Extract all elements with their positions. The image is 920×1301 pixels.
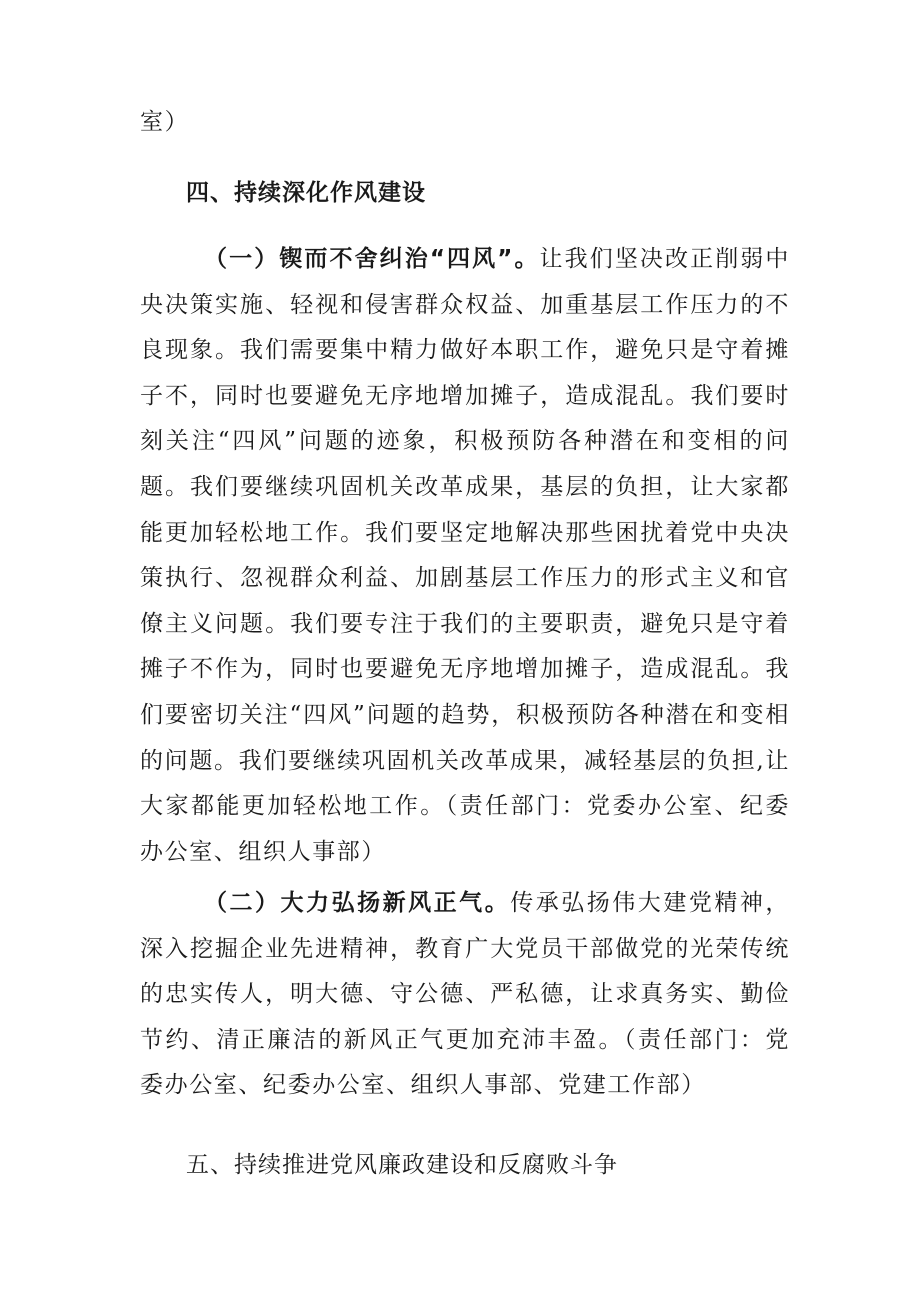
paragraph-item-2 [140,881,790,1109]
paragraph-lead-1: （一）锲而不舍纠治“四风”。 [204,246,540,272]
paragraph-lead-2: （二）大力弘扬新风正气。 [204,890,511,916]
section-heading-5: 五、持续推进党风廉政建设和反腐败斗争 [186,1152,618,1178]
paragraph-body-1: 让我们坚决改正削弱中央决策实施、轻视和侵害群众权益、加重基层工作压力的不良现象。我们需要集中精力做好本职工作，避免只是守着摊子不，同时也要避免无序地增加摊子，造成混乱。我们要时刻关注“四风”问题的迹象，积极预防各种潜在和变相的问题。我们要继续巩固机关改革成果，基层的负担，让大家都能更加轻松地工作。我们要坚定地解决那些困扰着党中央决策执行、忽视群众利益、加剧基层工作压力的形式主义和官僚主义问题。我们要专注于我们的主要职责，避免只是守着摊子不作为，同时也要避免无序地增加摊子，造成混乱。我们要密切关注“四风”问题的趋势，积极预防各种潜在和变相的问题。我们要继续巩固机关改革成果，减轻基层的负担,让大家都能更加轻松地工作。（责任部门：党委办公室、纪委办公室、组织人事部） [140,246,790,865]
paragraph-body-2: 传承弘扬伟大建党精神，深入挖掘企业先进精神，教育广大党员干部做党的光荣传统的忠实传人，明大德、守公德、严私德，让求真务实、勤俭节约、清正廉洁的新风正气更加充沛丰盈。（责任部门：党委办公室、纪委办公室、组织人事部、党建工作部） [140,890,790,1099]
section-heading-4: 四、持续深化作风建设 [186,180,426,206]
continued-fragment: 室） [140,109,190,135]
paragraph-item-1 [140,237,790,875]
